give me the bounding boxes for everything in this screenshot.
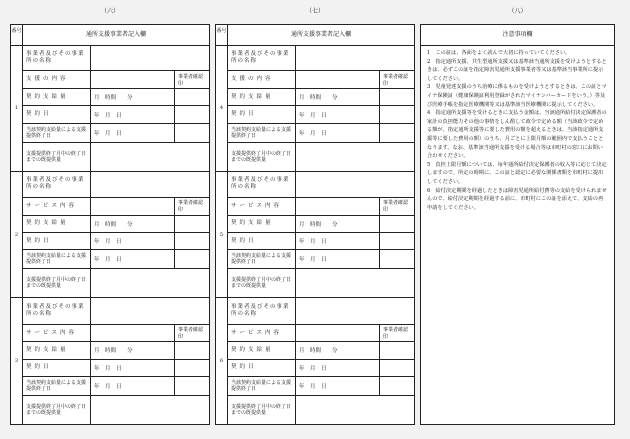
service-label: サービス内容 (23, 325, 91, 341)
service-field[interactable] (296, 71, 380, 87)
confirm-stamp-field[interactable] (380, 89, 414, 105)
end-date-field[interactable]: 年 月 日 (91, 250, 175, 268)
confirm-stamp-label: 事業者確認印 (178, 200, 204, 214)
confirm-stamp-field[interactable] (380, 377, 414, 395)
used-label: 支援提供終了月中の終了日までの既提供量 (228, 396, 296, 424)
sheet-number-6: （六） (100, 8, 119, 15)
provider-field[interactable] (91, 298, 209, 323)
used-field[interactable] (296, 269, 414, 297)
note-item: 2 指定通所支援、共生型通所支援又は基準該当通所支援を受けようとするときは、必ずこの証を指定障害児通所支援事業者等又は基準該当事業所に提示してください。 (427, 58, 607, 82)
row-number: 2 (11, 172, 22, 299)
confirm-stamp-field[interactable] (175, 233, 209, 249)
provider-block (23, 45, 209, 172)
end-date-label: 当該契約支給量による支援提供終了日 (228, 250, 296, 268)
amount-field[interactable]: 月 時間 分 (91, 342, 175, 358)
amount-label: 契約支給量 (228, 89, 296, 105)
service-label: 支援の内容 (23, 71, 91, 87)
contract-date-label: 契約日 (23, 360, 91, 376)
confirm-stamp-field[interactable] (380, 250, 414, 268)
contract-date-field[interactable]: 年 月 日 (91, 233, 175, 249)
sheet-number-8: （八） (508, 8, 527, 15)
amount-field[interactable]: 月 時間 分 (91, 216, 175, 232)
confirm-stamp-field[interactable] (380, 124, 414, 142)
end-date-field[interactable]: 年 月 日 (296, 377, 380, 395)
row-number: 5 (216, 172, 227, 299)
confirm-stamp-label: 事業者確認印 (383, 200, 409, 214)
provider-label: 事業者及びその事業所の名称 (228, 298, 296, 323)
contract-date-field[interactable]: 年 月 日 (91, 106, 175, 122)
confirm-stamp-field[interactable] (175, 360, 209, 376)
provider-field[interactable] (296, 172, 414, 197)
sheet-7 (215, 24, 415, 425)
sheet-6 (10, 24, 210, 425)
confirm-stamp-label: 事業者確認印 (383, 327, 409, 340)
row-number: 3 (14, 358, 19, 365)
confirm-stamp-field[interactable] (175, 89, 209, 105)
row-number: 1 (11, 45, 22, 172)
notes-title: 注意事項欄 (502, 31, 533, 38)
end-date-field[interactable]: 年 月 日 (296, 124, 380, 142)
used-label: 支援提供終了月中の終了日までの既提供量 (228, 269, 296, 297)
provider-label: 事業者及びその事業所の名称 (23, 298, 91, 323)
confirm-stamp-field[interactable] (380, 106, 414, 122)
service-field[interactable] (296, 325, 380, 341)
sheet-title: 通所支援事業者記入欄 (290, 31, 351, 38)
used-label: 支援提供終了月中の終了日までの既提供量 (23, 143, 91, 171)
seq-header: 番号 (11, 25, 23, 45)
confirm-stamp-field[interactable] (175, 377, 209, 395)
contract-date-field[interactable]: 年 月 日 (91, 360, 175, 376)
provider-label: 事業者及びその事業所の名称 (228, 172, 296, 197)
amount-label: 契約支給量 (23, 342, 91, 358)
end-date-label: 当該契約支給量による支援提供終了日 (23, 377, 91, 395)
amount-label: 契約支給量 (228, 216, 296, 232)
end-date-field[interactable]: 年 月 日 (91, 377, 175, 395)
row-number: 6 (219, 358, 224, 365)
service-label: サービス内容 (228, 325, 296, 341)
confirm-stamp-field[interactable] (175, 106, 209, 122)
provider-block (228, 45, 414, 172)
service-field[interactable] (91, 325, 175, 341)
used-label: 支援提供終了月中の終了日までの既提供量 (23, 269, 91, 297)
note-item: 6 給付決定期間を経過したときは障害児通所給付費等の支給を受けられませんので、給付決定期間を経過する前に、市町村にこの証を添えて、支給の再申請をしてください。 (427, 187, 607, 211)
provider-label: 事業者及びその事業所の名称 (228, 45, 296, 70)
confirm-stamp-field[interactable] (175, 342, 209, 358)
used-label: 支援提供終了月中の終了日までの既提供量 (228, 143, 296, 171)
end-date-field[interactable]: 年 月 日 (296, 250, 380, 268)
provider-field[interactable] (296, 298, 414, 323)
confirm-stamp-field[interactable] (380, 342, 414, 358)
service-field[interactable] (91, 198, 175, 214)
used-field[interactable] (296, 396, 414, 424)
confirm-stamp-field[interactable] (175, 124, 209, 142)
seq-header: 番号 (216, 25, 228, 45)
service-label: サービス内容 (23, 198, 91, 214)
contract-date-label: 契約日 (23, 106, 91, 122)
contract-date-field[interactable]: 年 月 日 (296, 233, 380, 249)
used-field[interactable] (91, 269, 209, 297)
sheet-title: 通所支援事業者記入欄 (85, 31, 146, 38)
amount-label: 契約支給量 (23, 216, 91, 232)
provider-block (23, 172, 209, 299)
contract-date-label: 契約日 (228, 360, 296, 376)
contract-date-label: 契約日 (228, 233, 296, 249)
notes-sheet (420, 24, 615, 425)
row-number: 4 (216, 45, 227, 172)
note-item: 5 負担上限月額については、毎年通所給付決定保護者の収入等に応じて決定しますので、所定の時期に、この証と認定に必要な関係書類を市町村に提出してください。 (427, 161, 607, 185)
used-field[interactable] (296, 143, 414, 171)
amount-field[interactable]: 月 時間 分 (91, 89, 175, 105)
provider-block (228, 298, 414, 424)
provider-label: 事業者及びその事業所の名称 (23, 45, 91, 70)
provider-field[interactable] (91, 45, 209, 70)
confirm-stamp-field[interactable] (380, 233, 414, 249)
end-date-label: 当該契約支給量による支援提供終了日 (23, 250, 91, 268)
confirm-stamp-field[interactable] (175, 216, 209, 232)
used-field[interactable] (91, 396, 209, 424)
provider-block (23, 298, 209, 424)
amount-field[interactable]: 月 時間 分 (296, 89, 380, 105)
end-date-label: 当該契約支給量による支援提供終了日 (23, 124, 91, 142)
confirm-stamp-field[interactable] (175, 250, 209, 268)
amount-field[interactable]: 月 時間 分 (296, 342, 380, 358)
provider-label: 事業者及びその事業所の名称 (23, 172, 91, 197)
provider-field[interactable] (296, 45, 414, 70)
note-item: 1 この証は、各面をよく読んで大切に持っていてください。 (427, 50, 571, 56)
confirm-stamp-field[interactable] (380, 360, 414, 376)
used-field[interactable] (91, 143, 209, 171)
service-field[interactable] (91, 71, 175, 87)
service-label: 支援の内容 (228, 71, 296, 87)
amount-field[interactable]: 月 時間 分 (296, 216, 380, 232)
end-date-label: 当該契約支給量による支援提供終了日 (228, 377, 296, 395)
confirm-stamp-label: 事業者確認印 (383, 73, 409, 87)
amount-label: 契約支給量 (23, 89, 91, 105)
note-item: 4 指定通所支援等を受けるときに支払う金額は、当該通所給付決定保護者の家計の負担能力その他の事情をしん酌して政令で定める額（当該政令で定める額が、指定通所支援等に要した費用の額を超えるときは、当該指定通所支援等に要した費用の額）のうち、月ごとに上限月額の範囲内で支払うこととなります。なお、基準該当通所支援を受ける場合等は市町村の窓口にお問い合わせください。 (427, 110, 607, 160)
end-date-field[interactable]: 年 月 日 (91, 124, 175, 142)
provider-block (228, 172, 414, 299)
contract-date-label: 契約日 (23, 233, 91, 249)
provider-field[interactable] (91, 172, 209, 197)
confirm-stamp-label: 事業者確認印 (178, 73, 204, 87)
service-field[interactable] (296, 198, 380, 214)
note-item: 3 児童発達支援のうち治療に係るものを受けようとするときは、この証とマイナ保険証（健康保険証利用登録がされたマイナンバーカードをいう。）等及び医療手帳を指定医療機関等又は基準該当医療機関に提示してください。 (427, 84, 607, 108)
confirm-stamp-field[interactable] (380, 216, 414, 232)
contract-date-label: 契約日 (228, 106, 296, 122)
sheet-number-7: （七） (305, 8, 324, 15)
confirm-stamp-label: 事業者確認印 (178, 327, 204, 340)
amount-label: 契約支給量 (228, 342, 296, 358)
used-label: 支援提供終了月中の終了日までの既提供量 (23, 396, 91, 424)
service-label: サービス内容 (228, 198, 296, 214)
contract-date-field[interactable]: 年 月 日 (296, 360, 380, 376)
contract-date-field[interactable]: 年 月 日 (296, 106, 380, 122)
end-date-label: 当該契約支給量による支援提供終了日 (228, 124, 296, 142)
